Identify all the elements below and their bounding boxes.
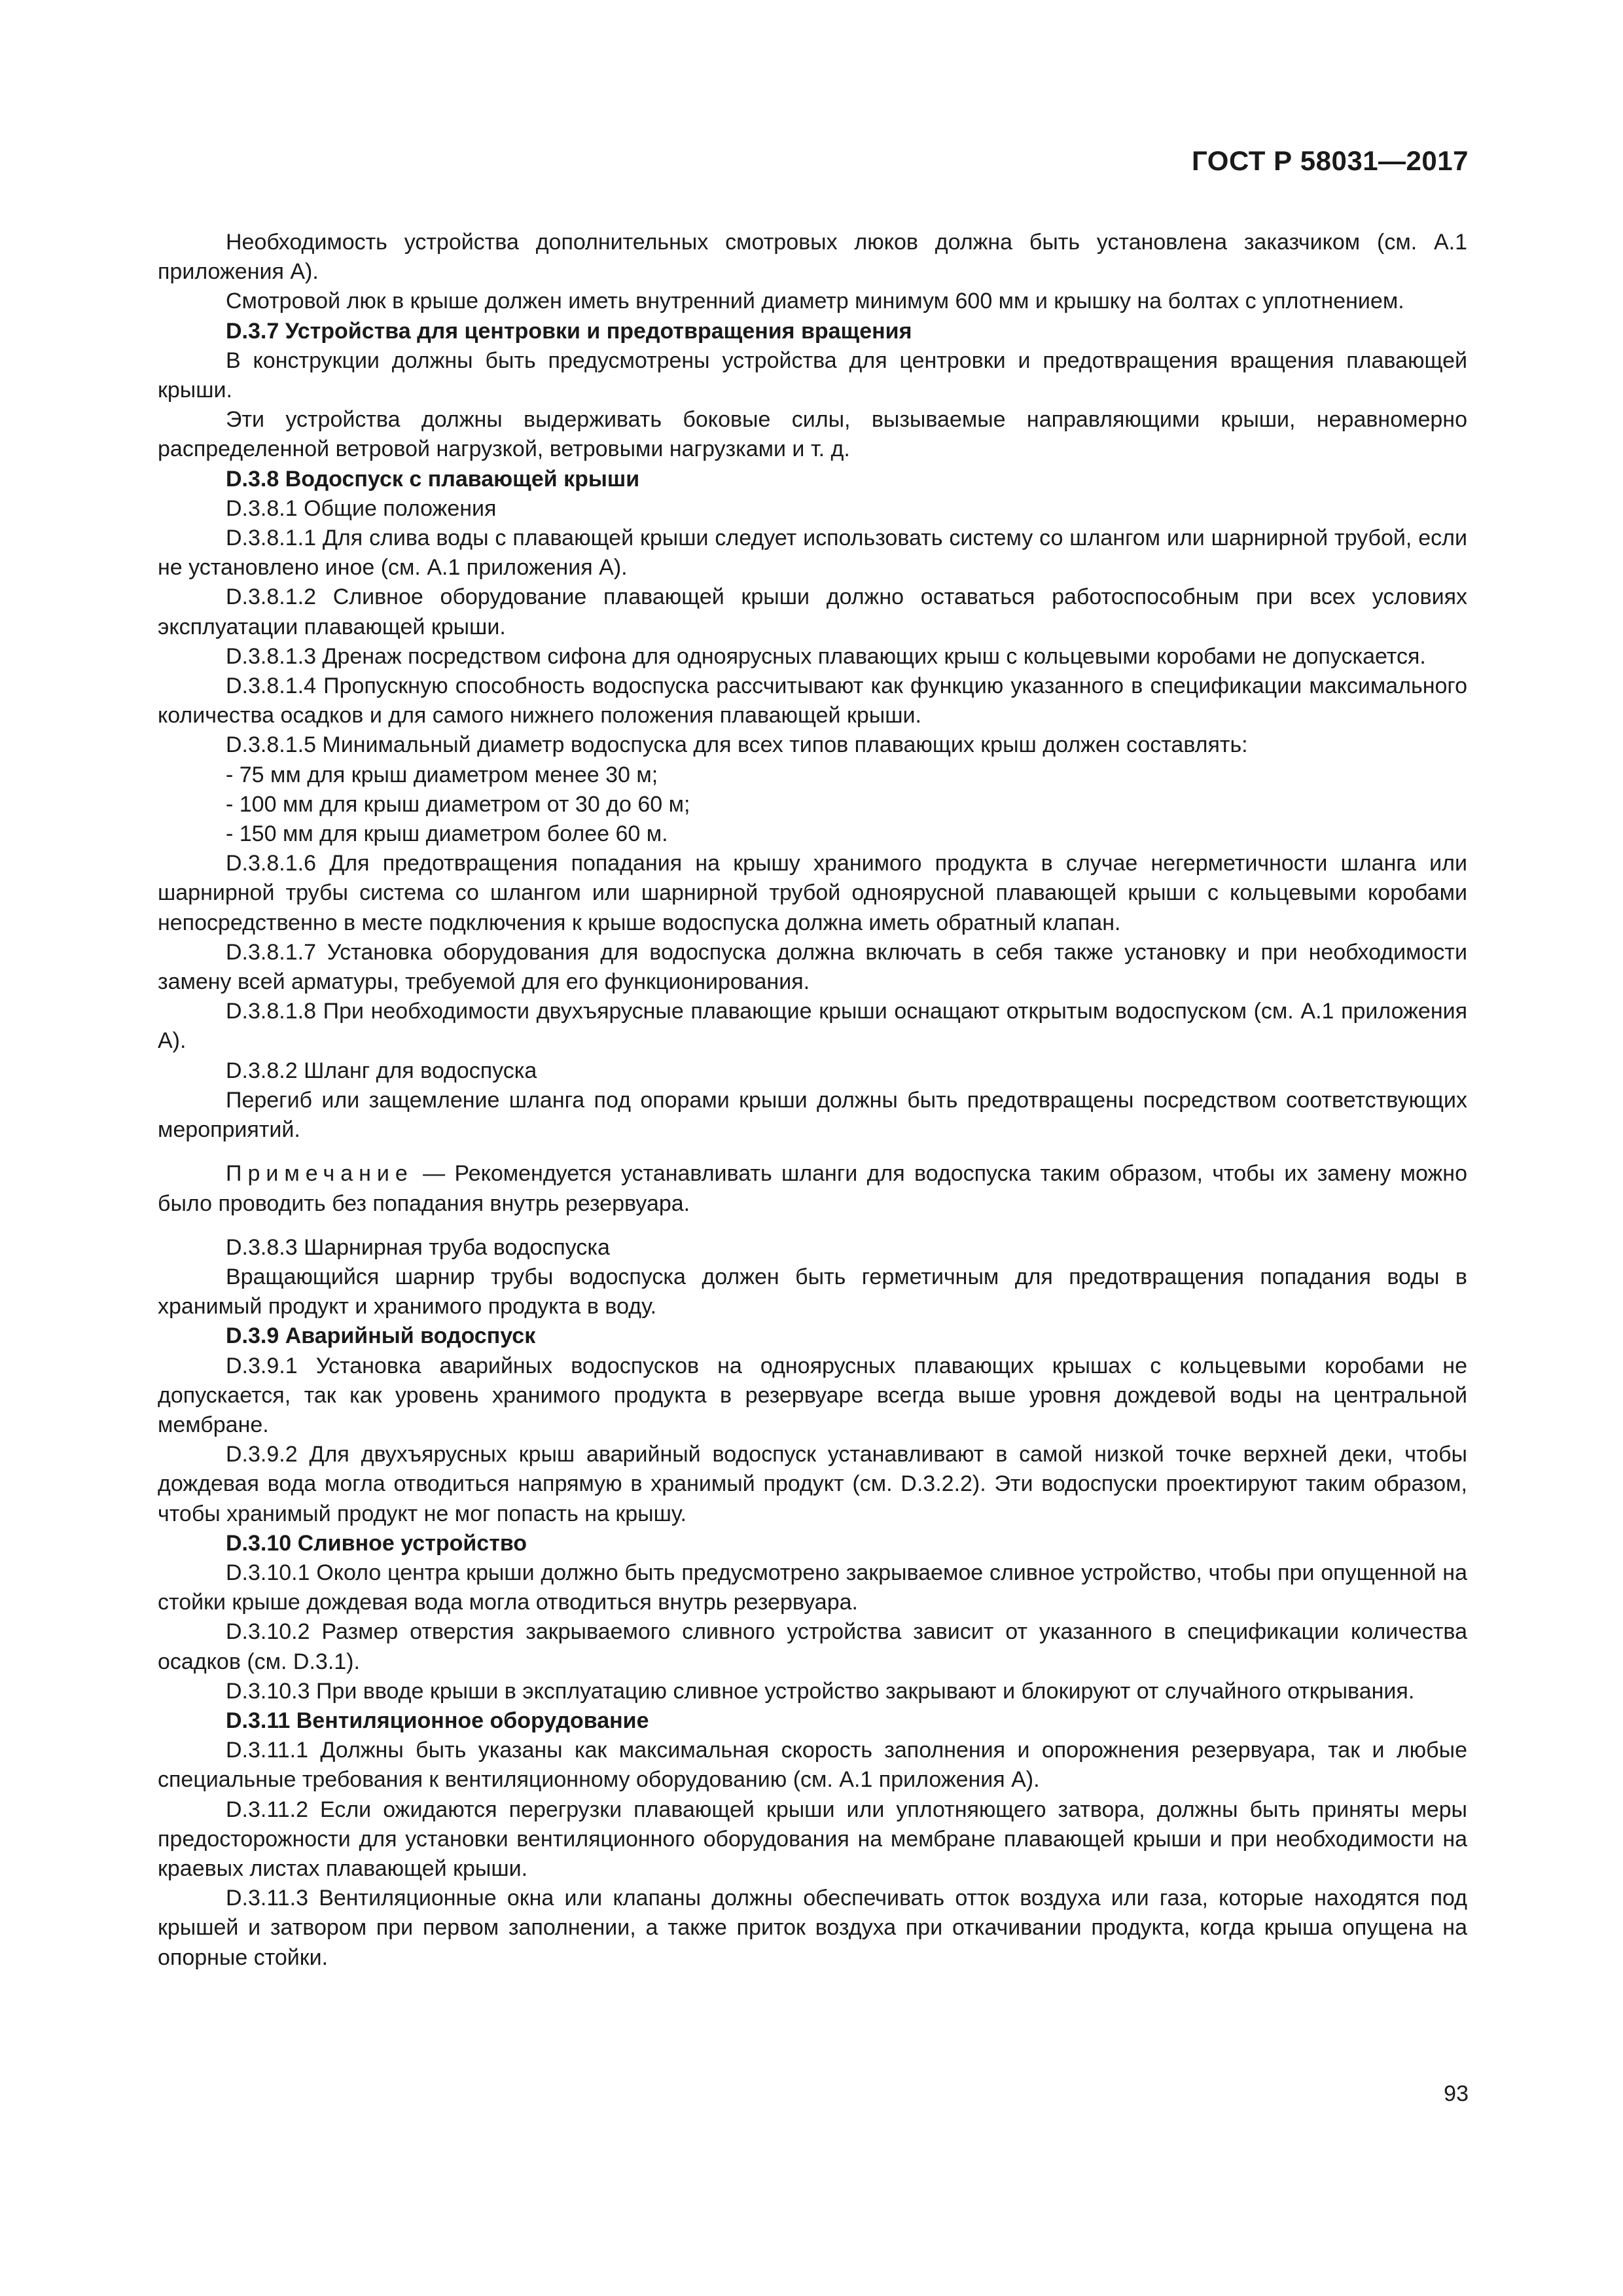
paragraph: D.3.9.1 Установка аварийных водоспусков на одноярусных плавающих крышах с кольцевыми коробами не допускается, так как уровень хранимого продукта в резервуаре всегда выше уровня дождевой воды на центральной мембране. — [158, 1353, 1467, 1437]
paragraph: D.3.8.1.5 Минимальный диаметр водоспуска для всех типов плавающих крыш должен составлять: — [226, 732, 1248, 758]
paragraph: D.3.10.3 При вводе крыши в эксплуатацию сливное устройство закрывают и блокируют от случайного открывания. — [226, 1678, 1415, 1704]
subsection-title: D.3.8.1 Общие положения — [226, 495, 497, 521]
section-heading-d311: D.3.11 Вентиляционное оборудование — [226, 1708, 649, 1733]
subsection-title: D.3.8.2 Шланг для водоспуска — [226, 1058, 537, 1083]
paragraph: D.3.10.2 Размер отверстия закрываемого сливного устройства зависит от указанного в спецификации количества осадков (см. D.3.1). — [158, 1619, 1467, 1674]
paragraph: D.3.8.1.1 Для слива воды с плавающей крыши следует использовать систему со шлангом или шарнирной трубой, если не установлено иное (см. А.1 приложения А). — [158, 526, 1467, 581]
paragraph: Смотровой люк в крыше должен иметь внутренний диаметр минимум 600 мм и крышку на болтах с уплотнением. — [226, 289, 1404, 314]
paragraph: Перегиб или защемление шланга под опорами крыши должны быть предотвращены посредством соответствующих мероприятий. — [158, 1087, 1467, 1143]
paragraph: D.3.11.3 Вентиляционные окна или клапаны должны обеспечивать отток воздуха или газа, которые находятся под крышей и затвором при первом заполнении, а также приток воздуха при откачивании продукта, когда крыша опущена на опорные стойки. — [158, 1886, 1467, 1970]
paragraph: Необходимость устройства дополнительных смотровых люков должна быть установлена заказчиком (см. А.1 приложения А). — [158, 230, 1467, 285]
subsection-title: D.3.8.3 Шарнирная труба водоспуска — [226, 1234, 610, 1260]
paragraph: D.3.8.1.6 Для предотвращения попадания на крышу хранимого продукта в случае негерметичности шланга или шарнирной трубы система со шлангом или шарнирной трубой одноярусной плавающей крыши с кольцевыми коробами непосредственно в месте подключения к крыше водоспуска должна иметь обратный клапан. — [158, 851, 1467, 935]
section-heading-d38: D.3.8 Водоспуск с плавающей крыши — [226, 466, 640, 492]
note-text: Рекомендуется устанавливать шланги для водоспуска таким образом, чтобы их замену можно было проводить без попадания внутрь резервуара. — [158, 1161, 1467, 1216]
paragraph: D.3.10.1 Около центра крыши должно быть предусмотрено закрываемое сливное устройство, чтобы при опущенной на стойки крыше дождевая вода могла отводиться внутрь резервуара. — [158, 1560, 1467, 1615]
paragraph: D.3.9.2 Для двухъярусных крыш аварийный водоспуск устанавливают в самой низкой точке верхней деки, чтобы дождевая вода могла отводиться напрямую в хранимый продукт (см. D.3.2.2). Эти водоспуски проектируют таким образом, чтобы хранимый продукт не мог попасть на крышу. — [158, 1442, 1467, 1526]
list-item: - 100 мм для крыш диаметром от 30 до 60 м; — [226, 791, 690, 817]
note-dash: — — [423, 1161, 446, 1187]
paragraph: D.3.8.1.7 Установка оборудования для водоспуска должна включать в себя также установку и при необходимости замену всей арматуры, требуемой для его функционирования. — [158, 939, 1467, 995]
paragraph: Эти устройства должны выдерживать боковые силы, вызываемые направляющими крыши, неравномерно распределенной ветровой нагрузкой, ветровыми нагрузками и т. д. — [158, 407, 1467, 462]
section-heading-d39: D.3.9 Аварийный водоспуск — [226, 1323, 536, 1349]
paragraph: D.3.8.1.4 Пропускную способность водоспуска рассчитывают как функцию указанного в спецификации максимального количества осадков и для самого нижнего положения плавающей крыши. — [158, 673, 1467, 728]
paragraph: D.3.8.1.2 Сливное оборудование плавающей крыши должно оставаться работоспособным при всех условиях эксплуатации плавающей крыши. — [158, 584, 1467, 639]
paragraph: D.3.11.2 Если ожидаются перегрузки плавающей крыши или уплотняющего затвора, должны быть приняты меры предосторожности для установки вентиляционного оборудования на мембране плавающей крыши и при необходимости на краевых листах плавающей крыши. — [158, 1797, 1467, 1881]
list-item: - 75 мм для крыш диаметром менее 30 м; — [226, 762, 658, 787]
document-body — [158, 228, 1467, 1973]
paragraph: D.3.8.1.8 При необходимости двухъярусные плавающие крыши оснащают открытым водоспуском (см. А.1 приложения А). — [158, 999, 1467, 1054]
paragraph: D.3.8.1.3 Дренаж посредством сифона для одноярусных плавающих крыш с кольцевыми коробами не допускается. — [226, 643, 1426, 669]
paragraph: Вращающийся шарнир трубы водоспуска должен быть герметичным для предотвращения попадания воды в хранимый продукт и хранимого продукта в воду. — [158, 1264, 1467, 1319]
list-item: - 150 мм для крыш диаметром более 60 м. — [226, 821, 668, 847]
section-heading-d37: D.3.7 Устройства для центровки и предотвращения вращения — [226, 318, 912, 344]
paragraph: D.3.11.1 Должны быть указаны как максимальная скорость заполнения и опорожнения резервуара, так и любые специальные требования к вентиляционному оборудованию (см. А.1 приложения А). — [158, 1738, 1467, 1793]
page-number: 93 — [1444, 2081, 1469, 2106]
document-code: ГОСТ Р 58031—2017 — [1192, 145, 1469, 176]
note-label: Примечание — [226, 1161, 414, 1187]
paragraph: В конструкции должны быть предусмотрены устройства для центровки и предотвращения вращения плавающей крыши. — [158, 348, 1467, 403]
note-paragraph — [158, 1159, 1467, 1218]
section-heading-d310: D.3.10 Сливное устройство — [226, 1530, 527, 1556]
